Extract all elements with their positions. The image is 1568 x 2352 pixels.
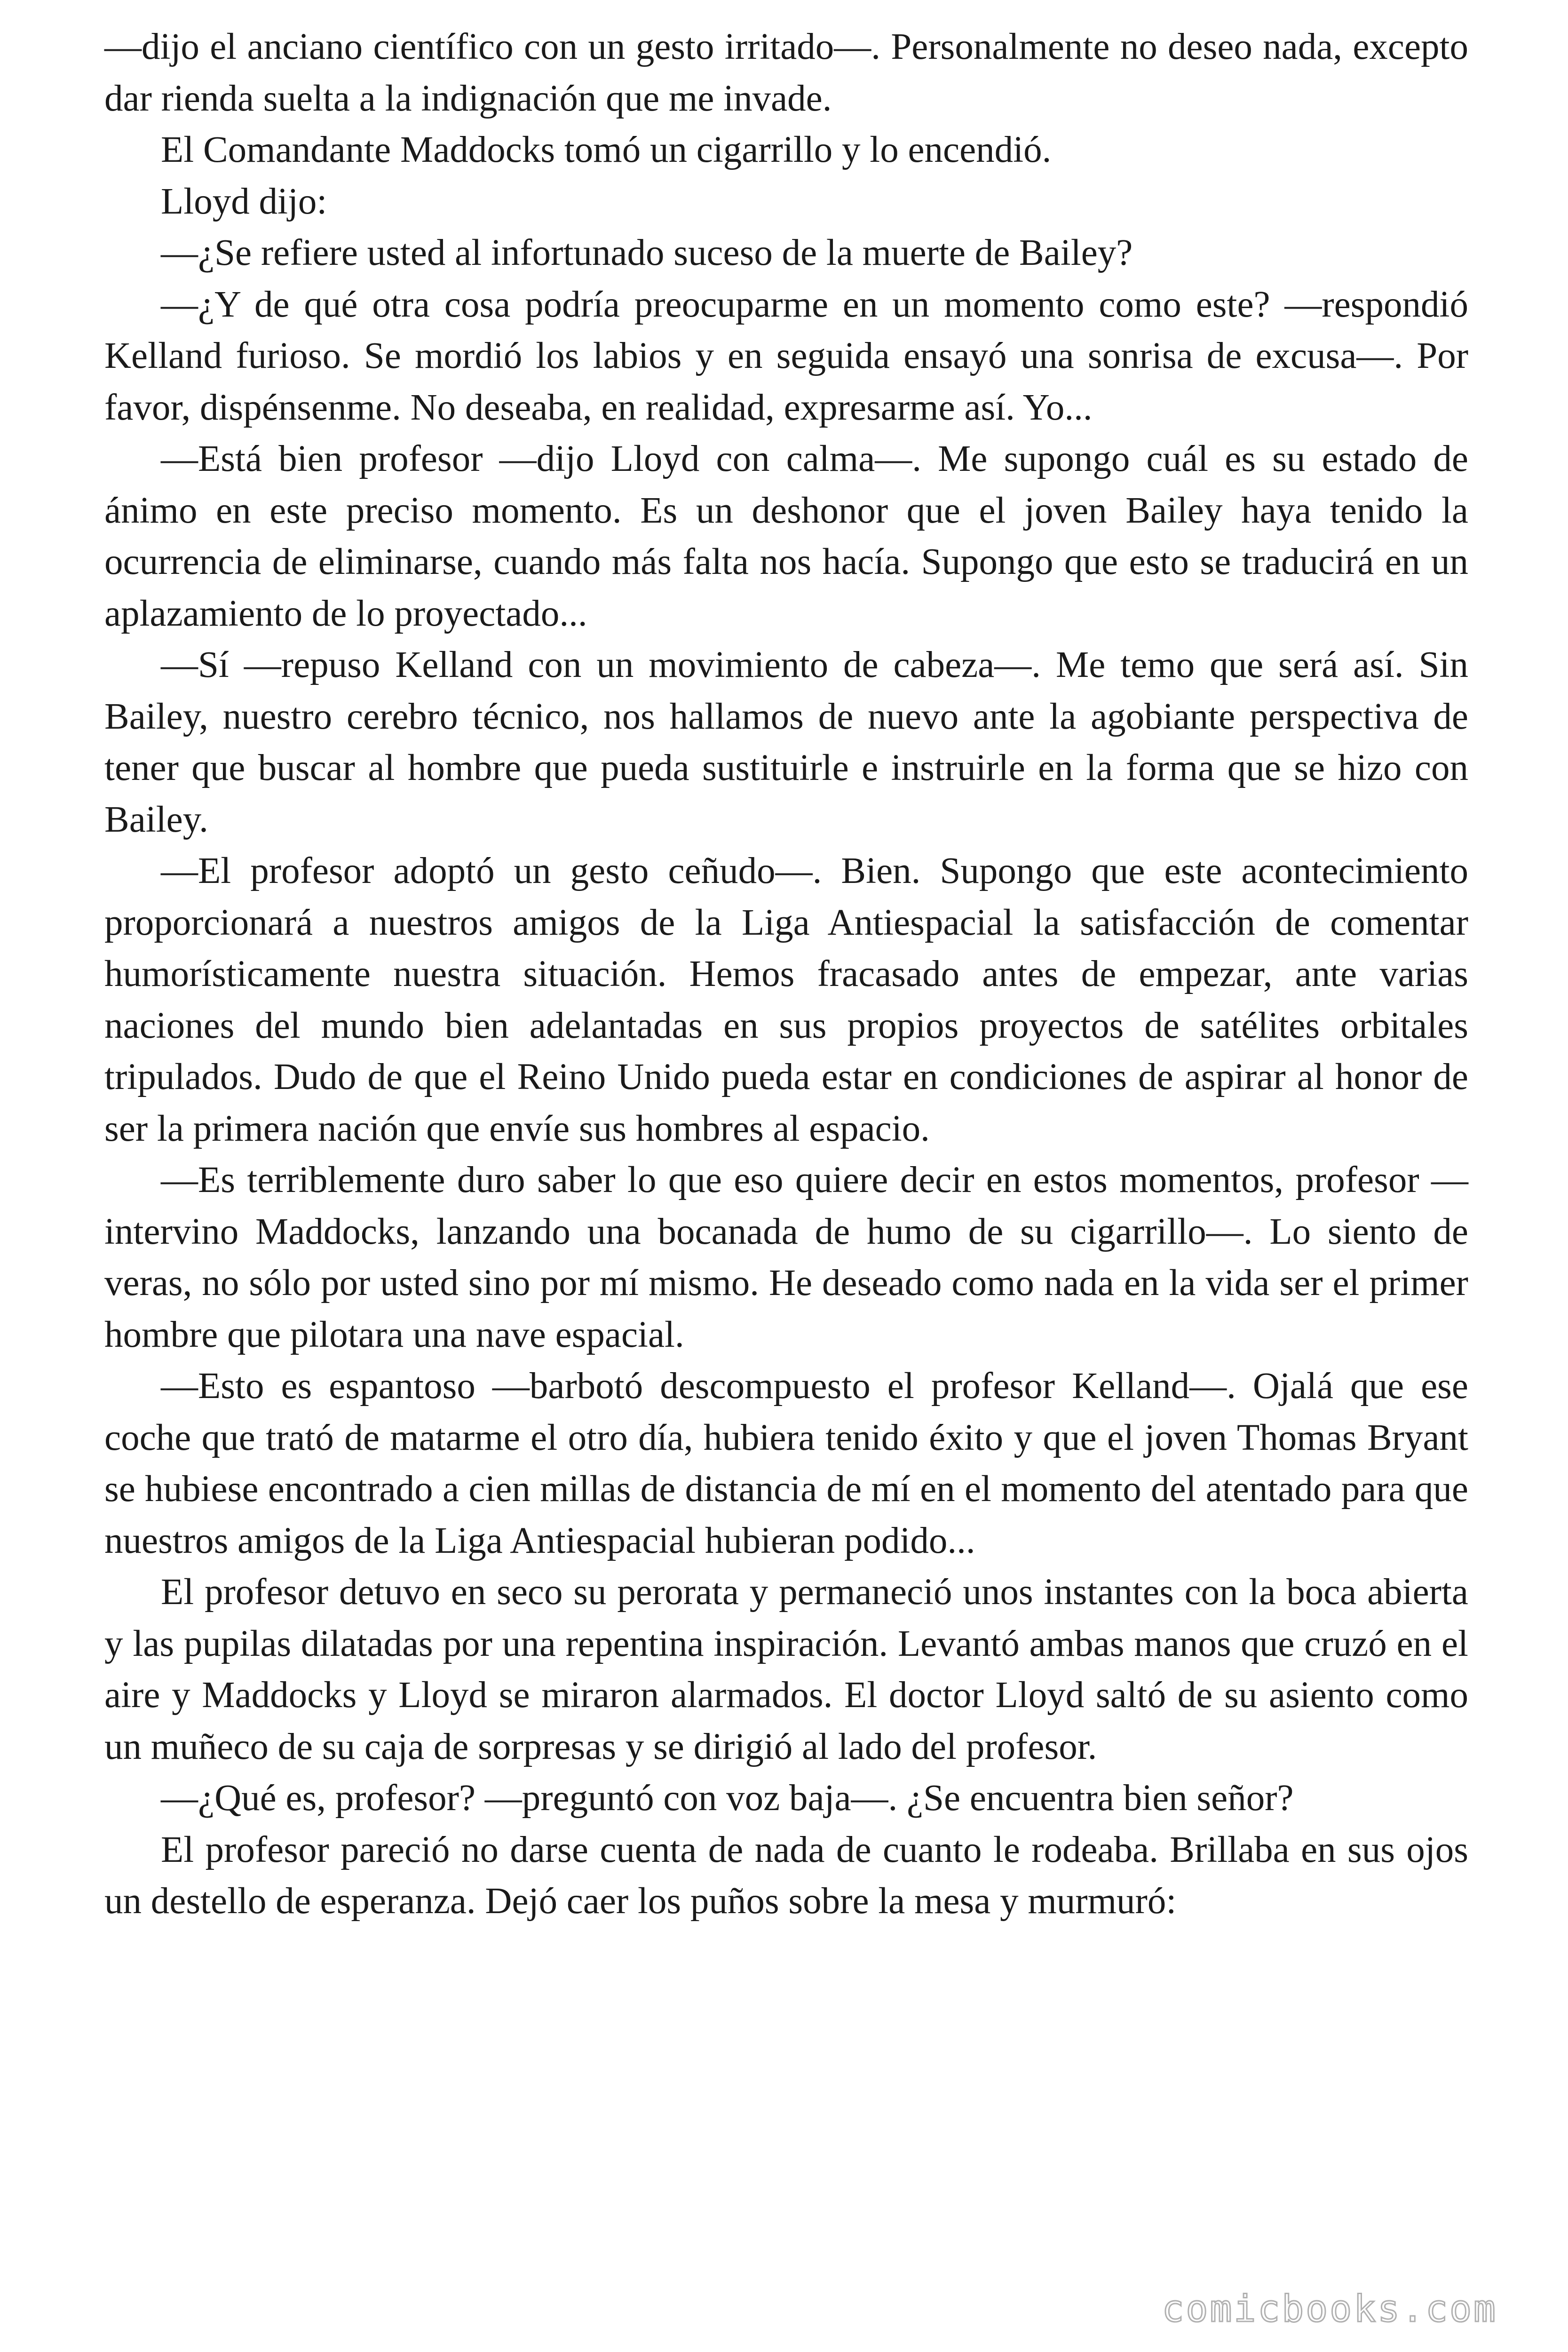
paragraph: —Está bien profesor —dijo Lloyd con calma—. Me supongo cuál es su estado de ánimo en este preciso momento. Es un deshonor que el joven Bailey haya tenido la ocurrencia de eliminarse, cuando más falta nos hacía. Supongo que esto se traducirá en un aplazamiento de lo proyectado... [104, 438, 1468, 634]
paragraph: El Comandante Maddocks tomó un cigarrillo y lo encendió. [161, 129, 1052, 170]
paragraph: —dijo el anciano científico con un gesto irritado—. Personalmente no deseo nada, excepto dar rienda suelta a la indignación que me invade. [104, 26, 1468, 119]
paragraph: —¿Qué es, profesor? —preguntó con voz baja—. ¿Se encuentra bien señor? [161, 1778, 1294, 1819]
paragraph: El profesor detuvo en seco su perorata y permaneció unos instantes con la boca abierta y las pupilas dilatadas por una repentina inspiración. Levantó ambas manos que cruzó en el aire y Maddocks y Lloyd se miraron alarmados. El doctor Lloyd saltó de su asiento como un muñeco de su caja de sorpresas y se dirigió al lado del profesor. [104, 1572, 1468, 1767]
paragraph: —El profesor adoptó un gesto ceñudo—. Bien. Supongo que este acontecimiento proporcionará a nuestros amigos de la Liga Antiespacial la satisfacción de comentar humorísticamente nuestra situación. Hemos fracasado antes de empezar, ante varias naciones del mundo bien adelantadas en sus propios proyectos de satélites orbitales tripulados. Dudo de que el Reino Unido pueda estar en condiciones de aspirar al honor de ser la primera nación que envíe sus hombres al espacio. [104, 850, 1468, 1149]
paragraph: —Sí —repuso Kelland con un movimiento de cabeza—. Me temo que será así. Sin Bailey, nuestro cerebro técnico, nos hallamos de nuevo ante la agobiante perspectiva de tener que buscar al hombre que pueda sustituirle e instruirle en la forma que se hizo con Bailey. [104, 644, 1468, 840]
paragraph: —¿Y de qué otra cosa podría preocuparme en un momento como este? —respondió Kelland furioso. Se mordió los labios y en seguida ensayó una sonrisa de excusa—. Por favor, dispénsenme. No deseaba, en realidad, expresarme así. Yo... [104, 284, 1468, 428]
paragraph: Lloyd dijo: [161, 181, 327, 222]
page-body [104, 21, 1468, 1927]
paragraph: El profesor pareció no darse cuenta de nada de cuanto le rodeaba. Brillaba en sus ojos un destello de esperanza. Dejó caer los puños sobre la mesa y murmuró: [104, 1829, 1468, 1922]
paragraph: —Es terriblemente duro saber lo que eso quiere decir en estos momentos, profesor —intervino Maddocks, lanzando una bocanada de humo de su cigarrillo—. Lo siento de veras, no sólo por usted sino por mí mismo. He deseado como nada en la vida ser el primer hombre que pilotara una nave espacial. [104, 1160, 1468, 1355]
watermark: comicbooks.com [1162, 2288, 1497, 2330]
paragraph: —¿Se refiere usted al infortunado suceso de la muerte de Bailey? [161, 232, 1133, 273]
paragraph: —Esto es espantoso —barbotó descompuesto el profesor Kelland—. Ojalá que ese coche que trató de matarme el otro día, hubiera tenido éxito y que el joven Thomas Bryant se hubiese encontrado a cien millas de distancia de mí en el momento del atentado para que nuestros amigos de la Liga Antiespacial hubieran podido... [104, 1366, 1468, 1561]
